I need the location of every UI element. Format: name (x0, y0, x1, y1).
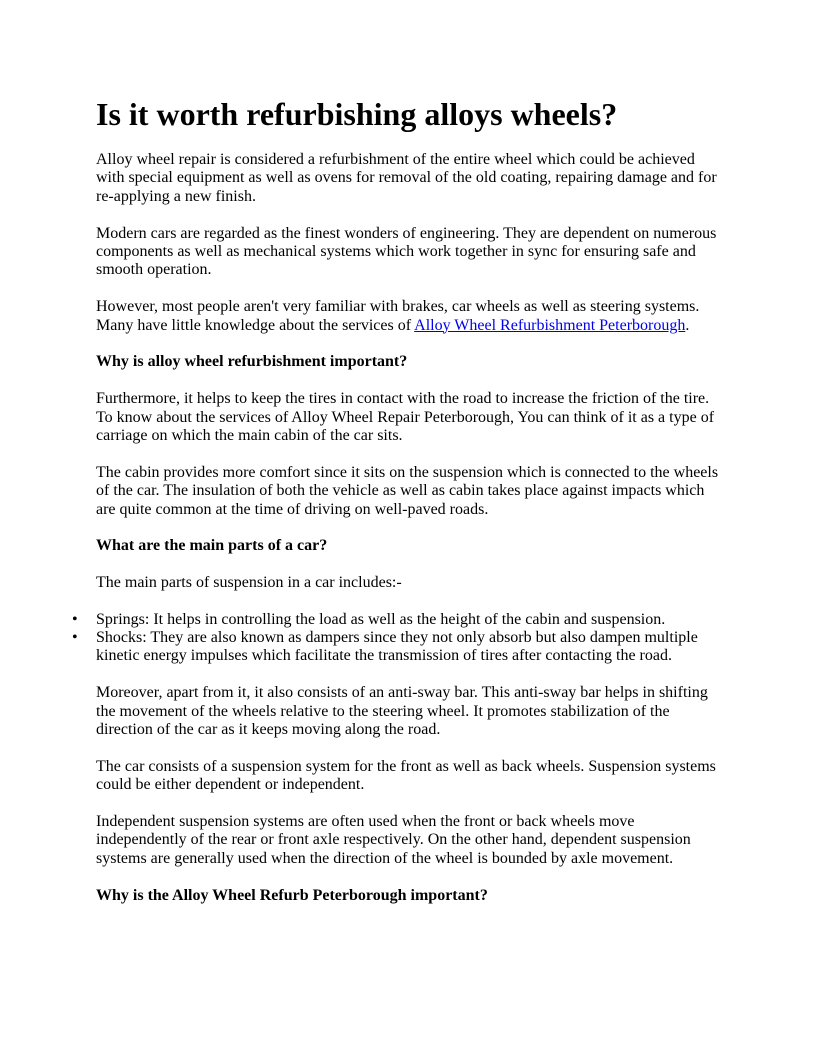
refurbishment-link[interactable]: Alloy Wheel Refurbishment Peterborough (414, 316, 686, 334)
paragraph-intro: Alloy wheel repair is considered a refurbishment of the entire wheel which could be achieved with special equipment as well as ovens for removal of the old coating, repairing damage and for re-applying a new finish. (96, 151, 717, 205)
paragraph-independent: Independent suspension systems are often used when the front or back wheels move independently of the rear or front axle respectively. On the other hand, dependent suspension systems are generally used when the direction of the wheel is bounded by axle movement. (96, 813, 691, 867)
suspension-parts-list (72, 610, 720, 666)
paragraph-familiarity-text: However, most people aren't very familiar with brakes, car wheels as well as steering systems. Many have little knowledge about the services of (96, 298, 700, 334)
page-title: Is it worth refurbishing alloys wheels? (96, 96, 618, 132)
paragraph-familiarity (96, 298, 720, 335)
bullet-icon: • (72, 629, 78, 647)
article-body (72, 151, 720, 923)
list-item (72, 629, 720, 666)
list-item (72, 610, 720, 629)
paragraph-familiarity-end: . (685, 316, 690, 334)
paragraph-front-back: The car consists of a suspension system for the front as well as back wheels. Suspension systems could be either dependent or independent. (96, 757, 716, 794)
heading-refurb-important: Why is the Alloy Wheel Refurb Peterborough important? (96, 886, 488, 904)
paragraph-anti-sway: Moreover, apart from it, it also consists of an anti-sway bar. This anti-sway bar helps in shifting the movement of the wheels relative to the steering wheel. It promotes stabilization of the direction of the car as it keeps moving along the road. (96, 684, 708, 739)
paragraph-cabin-comfort: The cabin provides more comfort since it sits on the suspension which is connected to the wheels of the car. The insulation of both the vehicle as well as cabin takes place against impacts which are quite common at the time of driving on well-paved roads. (96, 463, 719, 518)
list-item-text: Shocks: They are also known as dampers since they not only absorb but also dampen multiple kinetic energy impulses which facilitate the transmission of tires after contacting the road. (96, 629, 698, 665)
heading-main-parts: What are the main parts of a car? (96, 537, 328, 555)
list-item-text: Springs: It helps in controlling the load as well as the height of the cabin and suspension. (96, 610, 666, 628)
paragraph-modern-cars: Modern cars are regarded as the finest wonders of engineering. They are dependent on numerous components as well as mechanical systems which work together in sync for ensuring safe and smooth operation. (96, 224, 717, 279)
paragraph-suspension-parts: The main parts of suspension in a car includes:- (96, 574, 402, 592)
paragraph-tires-contact: Furthermore, it helps to keep the tires in contact with the road to increase the friction of the tire. To know about the services of Alloy Wheel Repair Peterborough, You can think of it as a type of carriage on which the main cabin of the car sits. (96, 390, 715, 445)
bullet-icon: • (72, 610, 78, 628)
heading-why-important: Why is alloy wheel refurbishment important? (96, 353, 408, 371)
